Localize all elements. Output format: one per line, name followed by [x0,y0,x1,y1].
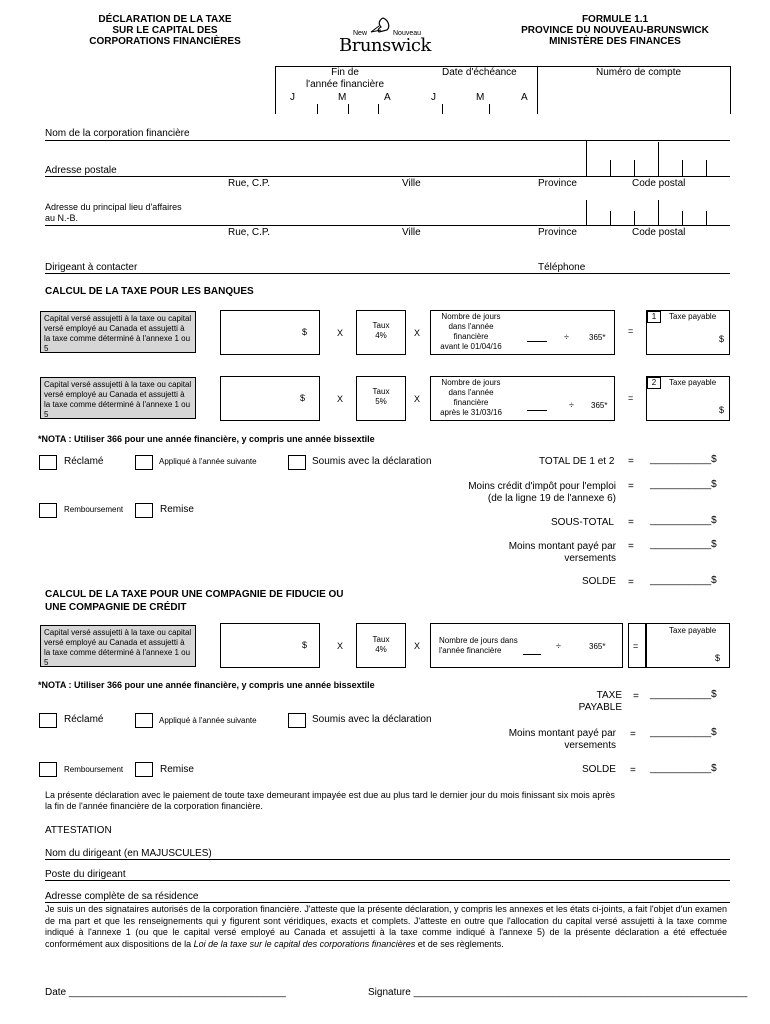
payment-note [45,790,615,812]
ville-label: Ville [402,178,421,189]
trust-solde-label: SOLDE [582,764,616,775]
jours-text: dans l'année [448,322,494,331]
divide-sign: ÷ [564,332,569,342]
trust-remboursement-checkbox[interactable] [39,762,57,777]
equals-sign: = [633,641,639,651]
taxe-payable-box-2[interactable] [646,376,730,421]
label-line: versements [564,740,616,751]
title-line: UNE COMPAGNIE DE CRÉDIT [45,602,187,613]
applique-checkbox[interactable] [135,455,153,470]
dirigeant-label: Dirigeant à contacter [45,262,138,273]
adresse-residence-label: Adresse complète de sa résidence [45,891,199,902]
law-title: Loi de la taxe sur le capital des corporations financières [193,938,416,949]
numero-compte-label: Numéro de compte [596,67,682,78]
remboursement-checkbox[interactable] [39,503,57,518]
dollar-sign: $ [300,393,306,403]
trust-soumis-checkbox[interactable] [288,713,306,728]
form-line: MINISTÈRE DES FINANCES [549,36,681,47]
code-postal-label: Code postal [632,178,686,189]
fin-month-label: M [338,92,347,103]
equals-sign: = [633,691,639,702]
equals-sign: = [628,577,634,588]
solde-field[interactable]: ___________$ [650,575,717,586]
label-line: TAXE [596,690,622,701]
title-line: SUR LE CAPITAL DES [112,25,218,36]
label-line: l'année financière [305,79,385,90]
note-line: la fin de l'année financière de la corporation financière. [45,801,263,811]
logo-text-new: New [353,30,368,37]
trust-remise-checkbox[interactable] [135,762,153,777]
echeance-label: Date d'échéance [442,67,517,78]
trust-taxe-label [540,690,622,714]
title-line: DÉCLARATION DE LA TAXE [98,14,232,25]
label-line: au N.-B. [45,213,79,223]
taux-label [357,321,405,341]
trust-reclame-checkbox[interactable] [39,713,57,728]
label-line: Moins crédit d'impôt pour l'emploi [468,481,616,492]
logo-text-nouveau: Nouveau [393,30,422,37]
line-number: 2 [647,377,661,389]
nom-dirigeant-label: Nom du dirigeant (en MAJUSCULES) [45,848,212,859]
sous-total-field[interactable]: ___________$ [650,515,717,526]
equals-sign: = [628,481,634,492]
attestation-text-part: Je suis un des signataires autorisés de la corporation financière. J'atteste que la présente déclaration, y compris les annexes et les états ci-joints, a fait l'objet d'un examen de ma part et que les renseignements qui y figurent sont véridiques, exacts et complets. J'atteste en outre que l'allocation du capital versé assujetti à la taxe comme indiqué à l'annexe 1 (ou que le capital versé employé au Canada et assujetti à la taxe comme indiqué à l'annexe 5) de la présente déclaration a été effectuée conformément aux dispositions de la [45,904,727,949]
taux-box-1 [356,310,406,355]
jours-box-2[interactable] [430,376,615,421]
echeance-date-field[interactable] [400,104,537,114]
soumis-label: Soumis avec la déclaration [312,714,432,725]
remboursement-label: Remboursement [64,765,124,774]
fin-date-field[interactable] [300,104,400,114]
equals-sign: = [630,765,636,776]
trust-equals-box [628,623,646,668]
taxe-payable-label: Taxe payable [669,626,717,635]
divide-sign: ÷ [556,641,561,651]
trust-taux-box [356,623,406,668]
trust-jours-box[interactable] [430,623,623,668]
signature-field[interactable]: Signature ____________________________________________________________ [368,987,748,998]
credit-field[interactable]: ___________$ [650,479,717,490]
poste-dirigeant-field[interactable] [45,880,730,881]
taux-box-2 [356,376,406,421]
echeance-year-label: A [521,92,528,103]
adresse-postale-label: Adresse postale [45,165,117,176]
taux-rate: 4% [375,645,387,654]
new-brunswick-logo [335,14,435,54]
nom-dirigeant-field[interactable] [45,859,730,860]
trust-section-title [45,588,344,614]
equals-sign: = [628,326,634,336]
dollar-sign: $ [302,640,308,650]
fin-annee-label [300,67,390,91]
capital-description: Capital versé assujetti à la taxe ou capital versé employé au Canada et assujetti à la taxe comme déterminé à l'annexe 1 ou 5 [40,311,196,353]
taxe-payable-box-1[interactable] [646,310,730,355]
dollar-sign: $ [719,405,725,415]
code-postal-field-1[interactable] [590,160,730,176]
ville-label-2: Ville [402,227,421,238]
remise-label: Remise [160,764,194,775]
soumis-checkbox[interactable] [288,455,306,470]
trust-versements-field[interactable]: ___________$ [650,727,717,738]
trust-solde-field[interactable]: ___________$ [650,763,717,774]
echeance-day-label: J [431,92,436,103]
taux-rate: 5% [375,397,387,406]
jours-text: Nombre de jours [441,378,501,387]
numero-compte-field[interactable] [540,80,728,112]
jours-text: dans l'année [448,388,494,397]
remise-checkbox[interactable] [135,503,153,518]
multiply-sign: X [414,328,421,338]
taux-label [357,635,405,655]
title-line: CORPORATIONS FINANCIÈRES [89,36,241,47]
rue-cp-label: Rue, C.P. [228,178,271,189]
jours-text: financière [453,398,489,407]
jours-text: l'année financière [439,646,502,655]
jours-label [431,312,511,352]
capital-description: Capital versé assujetti à la taxe ou capital versé employé au Canada et assujetti à la taxe comme déterminé à l'annexe 1 ou 5 [40,625,196,667]
dirigeant-field[interactable] [45,273,730,274]
multiply-sign: X [414,394,421,404]
equals-sign: = [628,517,634,528]
soumis-label: Soumis avec la déclaration [312,456,432,467]
versements-field[interactable]: ___________$ [650,539,717,550]
days-365: 365* [591,401,608,410]
dollar-sign: $ [715,653,721,663]
equals-sign: = [628,393,634,403]
form-line: PROVINCE DU NOUVEAU-BRUNSWICK [521,25,709,36]
jours-label [439,636,518,656]
dollar-sign: $ [719,334,725,344]
multiply-sign: X [337,641,344,651]
nota-trust: *NOTA : Utiliser 366 pour une année financière, y compris une année bissextile [38,680,375,690]
echeance-month-label: M [476,92,485,103]
dollar-sign: $ [302,327,308,337]
date-field[interactable]: Date _______________________________________ [45,987,286,998]
label-line: versements [564,553,616,564]
solde-label: SOLDE [582,576,616,587]
label-line: Moins montant payé par [508,728,616,739]
taux-text: Taux [372,635,390,644]
code-postal-field-2[interactable] [590,211,730,225]
poste-dirigeant-label: Poste du dirigeant [45,869,126,880]
nota-banks: *NOTA : Utiliser 366 pour une année financière, y compris une année bissextile [38,434,375,444]
taxe-payable-label: Taxe payable [669,312,717,321]
trust-versements-label [450,728,616,752]
province-label-2: Province [538,227,577,238]
remboursement-label: Remboursement [64,505,124,514]
banks-section-title: CALCUL DE LA TAXE POUR LES BANQUES [45,286,254,297]
nom-corporation-label: Nom de la corporation financière [45,128,190,139]
jours-text: avant le 01/04/16 [440,342,502,351]
total-1-2-label: TOTAL DE 1 et 2 [539,456,615,467]
reclame-label: Réclamé [64,714,104,725]
line-number: 1 [647,311,661,323]
rue-cp-label-2: Rue, C.P. [228,227,271,238]
nom-corporation-field[interactable] [45,140,730,141]
fin-day-label: J [290,92,295,103]
equals-sign: = [628,456,634,467]
logo-text-brunswick: Brunswick [339,35,431,56]
form-line: FORMULE 1.1 [581,14,649,25]
reclame-label: Réclamé [64,456,104,467]
jours-text: après le 31/03/16 [440,408,502,417]
jours-box-1[interactable] [430,310,615,355]
label-line: (de la ligne 19 de l'annexe 6) [487,493,616,504]
remise-label: Remise [160,504,194,515]
taux-text: Taux [372,387,390,396]
capital-description: Capital versé assujetti à la taxe ou capital versé employé au Canada et assujetti à la taxe comme déterminé à l'annexe 1 ou 5 [40,377,196,419]
divide-sign: ÷ [569,400,574,410]
note-line: La présente déclaration avec le paiement de toute taxe demeurant impayée est due au plus tard le dernier jour du mois finissant six mois après [45,790,615,800]
code-postal-label-2: Code postal [632,227,686,238]
multiply-sign: X [414,641,421,651]
credit-label [420,481,616,505]
total-1-2-field[interactable]: ___________$ [650,454,717,465]
adresse-residence-field[interactable] [45,902,730,903]
multiply-sign: X [337,394,344,404]
telephone-label: Téléphone [538,262,586,273]
fin-year-label: A [384,92,391,103]
attestation-title: ATTESTATION [45,825,112,836]
jours-label [431,378,511,418]
versements-label [450,541,616,565]
attestation-text-part: et de ses règlements. [415,938,504,949]
taux-label [357,387,405,407]
principal-lieu-field[interactable] [45,225,730,226]
label-line: Fin de [331,67,359,78]
taux-rate: 4% [375,331,387,340]
principal-lieu-label [45,202,182,224]
form-number-block [500,14,730,47]
applique-label: Appliqué à l'année suivante [159,716,257,725]
province-label: Province [538,178,577,189]
adresse-postale-field[interactable] [45,176,730,177]
label-line: PAYABLE [578,702,622,713]
days-365: 365* [589,333,606,342]
multiply-sign: X [337,328,344,338]
jours-text: Nombre de jours [441,312,501,321]
form-title [70,14,260,47]
trust-taxe-field[interactable]: ___________$ [650,689,717,700]
taxe-payable-label: Taxe payable [669,378,717,387]
sous-total-label: SOUS-TOTAL [551,517,614,528]
attestation-text [45,904,727,950]
applique-label: Appliqué à l'année suivante [159,457,257,466]
jours-text: Nombre de jours dans [439,636,518,645]
title-line: CALCUL DE LA TAXE POUR UNE COMPAGNIE DE FIDUCIE OU [45,589,344,600]
equals-sign: = [630,729,636,740]
taux-text: Taux [372,321,390,330]
days-365: 365* [589,642,606,651]
reclame-checkbox[interactable] [39,455,57,470]
trust-applique-checkbox[interactable] [135,713,153,728]
label-line: Adresse du principal lieu d'affaires [45,202,182,212]
jours-text: financière [453,332,489,341]
label-line: Moins montant payé par [508,541,616,552]
trust-taxe-payable-box[interactable] [646,623,730,668]
equals-sign: = [628,541,634,552]
